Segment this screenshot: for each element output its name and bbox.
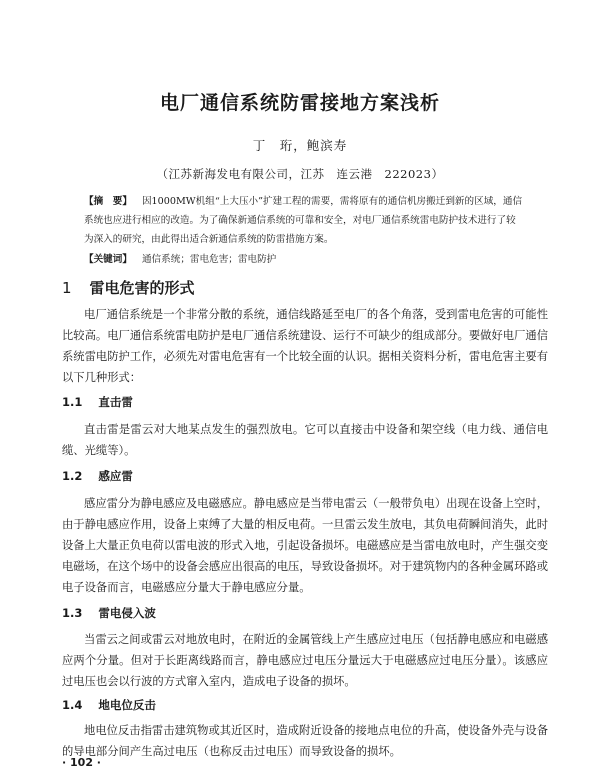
keywords	[84, 250, 524, 269]
section-1-4-heading	[62, 697, 156, 713]
section-1-2-title: 感应雷	[98, 469, 133, 483]
section-1-1-heading	[62, 394, 133, 410]
abstract	[84, 192, 524, 249]
section-1-paragraph: 电厂通信系统是一个非常分散的系统，通信线路延至电厂的各个角落，受到雷电危害的可能性比较高。电厂通信系统雷电防护是电厂通信系统建设、运行不可缺少的组成部分。要做好电厂通信系统雷电防护工作，必须先对雷电危害有一个比较全面的认识。据相关资料分析，雷电危害主要有以下几种形式：	[62, 308, 548, 384]
page-number: · 102 ·	[62, 756, 101, 769]
section-1-1-title: 直击雷	[98, 395, 133, 409]
section-1-2-paragraph: 感应雷分为静电感应及电磁感应。静电感应是当带电雷云（一般带负电）出现在设备上空时，由于静电感应作用，设备上束缚了大量的相反电荷。一旦雷云发生放电，其负电荷瞬间消失，此时设备上大量正负电荷以雷电波的形式入地，引起设备损坏。电磁感应是当雷电放电时，产生强交变电磁场，在这个场中的设备会感应出很高的电压，导致设备损坏。对于建筑物内的各种金属环路或电子设备而言，电磁感应分量大于静电感应分量。	[62, 497, 548, 594]
keywords-text: 通信系统；雷电危害；雷电防护	[141, 254, 277, 265]
section-1-1-number: 1.1	[62, 395, 83, 409]
section-1-number: 1	[62, 279, 72, 297]
section-1-1-paragraph: 直击雷是雷云对大地某点发生的强烈放电。它可以直接击中设备和架空线（电力线、通信电缆、光缆等）。	[62, 423, 548, 457]
section-1-4-paragraph: 地电位反击指雷击建筑物或其近区时，造成附近设备的接地点电位的升高，使设备外壳与设备的导电部分间产生高过电压（也称反击过电压）而导致设备的损坏。	[62, 724, 548, 758]
section-1-3-heading	[62, 605, 156, 621]
section-1-3-title: 雷电侵入波	[98, 606, 156, 620]
keywords-label: 【关键词】	[84, 254, 132, 265]
section-1-3-number: 1.3	[62, 606, 83, 620]
section-1-2-number: 1.2	[62, 469, 83, 483]
authors: 丁 珩，鲍滨寿	[252, 138, 348, 153]
section-1-heading	[62, 277, 195, 298]
affiliation: （江苏新海发电有限公司，江苏 连云港 222023）	[156, 167, 444, 181]
abstract-label: 【摘 要】	[84, 196, 132, 207]
section-1-3-paragraph: 当雷云之间或雷云对地放电时，在附近的金属管线上产生感应过电压（包括静电感应和电磁感应两个分量。但对于长距离线路而言，静电感应过电压分量远大于电磁感应过电压分量）。该感应过电压也会以行波的方式窜入室内，造成电子设备的损坏。	[62, 633, 548, 688]
section-1-title: 雷电危害的形式	[89, 279, 195, 297]
section-1-4-number: 1.4	[62, 698, 83, 712]
section-1-4-title: 地电位反击	[98, 698, 156, 712]
abstract-text: 因1000MW机组“上大压小”扩建工程的需要，需将原有的通信机房搬迁到新的区域，通信系统也应进行相应的改造。为了确保新通信系统的可靠和安全，对电厂通信系统雷电防护技术进行了较为深入的研究，由此得出适合新通信系统的防雷措施方案。	[84, 196, 523, 245]
section-1-2-heading	[62, 468, 133, 484]
paper-title: 电厂通信系统防雷接地方案浅析	[159, 92, 440, 114]
